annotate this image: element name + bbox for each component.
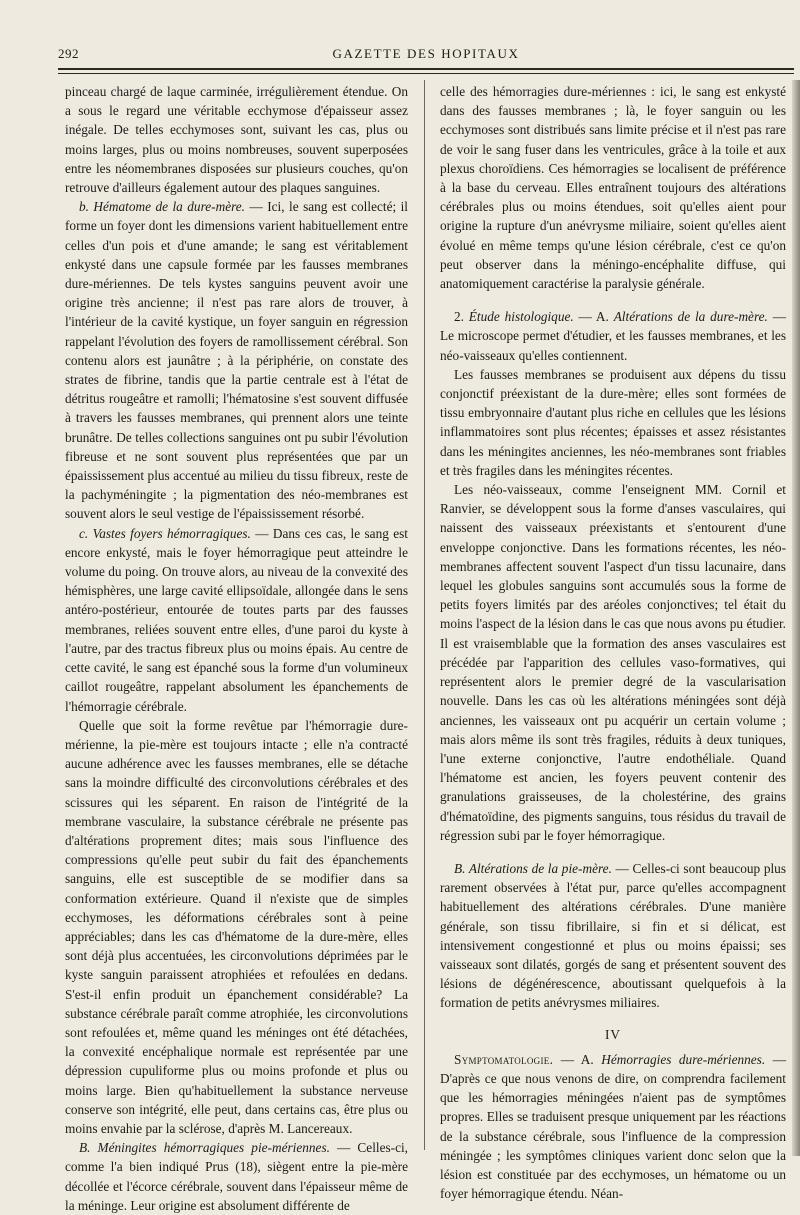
paragraph-text: — Celles-ci, comme l'a bien indiqué Prus (18), siègent entre la pie-mère décollée et l'écorce cérébrale, souvent dans l'épaisseur même de la méninge. Leur origine est absolument différente de	[65, 1140, 409, 1213]
subsection-label: B. Altérations de la pie-mère.	[454, 860, 612, 876]
subsection-label: c. Vastes foyers hémorragiques.	[79, 525, 251, 541]
paragraph: celle des hémorragies dure-mériennes : ici, le sang est enkysté dans des fausses membranes ; là, le foyer sanguin ou les ecchymoses sont distribués sans limite précise et il n'est pas rare de voir le sang fuser dans les ventricules, grâce à la toile et aux plexus choroïdiens. Ces hémorragies se localisent de préférence à la base du cerveau. Elles entraînent toujours des altérations cérébrales plus ou moins étendues, soit qu'elles aient pour origine la rupture d'un anévrysme miliaire, soient qu'elles aient évolué en même temps qu'une lésion cérébrale, c'est ce qu'on peut observer dans la méningo-encéphalite diffuse, qui anatomiquement caractérise la paralysie générale.	[440, 84, 786, 292]
subsection-label: B. Méningites hémorragiques pie-mériennes.	[79, 1140, 330, 1156]
paragraph-etude-histologique	[440, 307, 786, 365]
paragraph-text: — Dans ces cas, le sang est encore enkysté, mais le foyer hémorragique peut atteindre le volume du poing. On trouve alors, au niveau de la convexité des hémisphères, une large cavité ellipsoïdale, allongée dans le sens antéro-postérieur, entourée de toutes parts par des fausses membranes, reliées souvent entre elles, d'une paroi du kyste à l'autre, par des tractus fibreux plus ou moins épais. Au centre de cette cavité, le sang est épanché sous la forme d'un volumineux caillot rougeâtre, rappelant absolument les épanchements de l'hémorragie cérébrale.	[65, 525, 408, 714]
paragraph-hematome	[65, 197, 408, 523]
paragraph-text: — D'après ce que nous venons de dire, on comprendra facilement que les hémorragies méningées n'aient pas de symptômes propres. Elles se traduisent presque uniquement par les réactions de la substance cérébrale, sous l'influence de la compression méningée ; les symptômes cliniques varient donc selon que la lésion est constituée par des ecchymoses, un hématome ou un foyer hémorragique étendu. Néan-	[440, 1051, 786, 1202]
right-column	[440, 82, 786, 1203]
paragraph: pinceau chargé de laque carminée, irrégulièrement étendue. On a sous le regard une véritable ecchymose d'épaisseur assez inégale. De telles ecchymoses sont, suivant les cas, plus ou moins larges, plus ou moins nombreuses, souvent superposées entre les néomembranes disposées sur plusieurs couches, qu'on retrouve d'ailleurs également autour des plaques sanguines.	[65, 84, 408, 196]
column-divider	[424, 80, 425, 1150]
paragraph-pie-mere	[440, 859, 786, 1013]
paragraph-vastes-foyers	[65, 524, 408, 716]
paragraph-text: — Celles-ci sont beaucoup plus rarement observées à l'état pur, parce qu'elles accompagnent habituellement des altérations cérébrales. D'une manière générale, son tissu fibrillaire, si fin et si délicat, est intensivement congestionné et plus ou moins épaissi; ses vaisseaux sont dilatés, gorgés de sang et présentent souvent des lésions de dégénérescence, aboutissant quelquefois à la formation de petits anévrysmes miliaires.	[440, 860, 786, 1011]
page-binding-edge	[792, 80, 800, 1156]
paragraph-meningites	[65, 1138, 408, 1215]
section-heading: Symptomatologie.	[454, 1051, 554, 1067]
subsection-label: Hémorragies dure-mériennes.	[601, 1051, 766, 1067]
subsection-label: b. Hématome de la dure-mère.	[79, 199, 246, 215]
paragraph-symptomatologie	[440, 1050, 786, 1204]
paragraph-text: — Le microscope permet d'étudier, et les fausses membranes, et les néo-vaisseaux qu'elles contiennent.	[440, 309, 786, 363]
paragraph: Les fausses membranes se produisent aux dépens du tissu conjonctif préexistant de la dure-mère; elles sont formées de tissu embryonnaire d'autant plus riche en cellules que les lésions inflammatoires sont plus récentes; épaisses et assez résistantes dans les méningites anciennes, les néo-membranes sont friables et très fragiles dans les méningites récentes.	[440, 366, 786, 478]
paragraph-text: — A.	[553, 1051, 602, 1067]
header-rule-thin	[58, 73, 794, 74]
paragraph-text: — A.	[573, 309, 614, 325]
left-column	[65, 82, 408, 1215]
page-header	[58, 44, 794, 66]
header-rule-thick	[58, 68, 794, 70]
paragraph: Quelle que soit la forme revêtue par l'hémorragie dure-mérienne, la pie-mère est toujours intacte ; elle n'a contracté aucune adhérence avec les fausses membranes, elle se détache sans la moindre difficulté des circonvolutions cérébrales et des scissures qui les séparent. En raison de l'intégrité de la membrane vasculaire, la substance cérébrale ne présente pas d'altérations proprement dites; mais sous l'influence des compressions qu'elle peut subir du fait des épanchements sanguins, elle est susceptible de se modifier dans sa conformation extérieure. Quand il n'existe que de simples ecchymoses, les déformations cérébrales sont à peine appréciables; dans les cas d'hématome de la dure-mère, elles sont déjà plus accentuées, les circonvolutions déprimées par le kyste sanguin paraissent atrophiées et refoulées en dedans. S'est-il enfin produit un épanchement considérable? La substance cérébrale paraît comme atrophiée, les circonvolutions sont refoulées et, même quand les méninges ont été détachées, la convexité encéphalique normale est représentée par une dépression cupuliforme plus ou moins profonde et plus ou moins large. Bien qu'habituellement la substance nerveuse conserve son intégrité, elle peut, dans certains cas, être plus ou moins envahie par la sclérose, d'après M. Lancereaux.	[65, 717, 408, 1136]
page-number: 292	[58, 46, 79, 61]
paragraph-text: — Ici, le sang est collecté; il forme un foyer dont les dimensions varient habituellement entre celles d'un pois et d'une amande; le sang est véritablement enkysté dans une capsule formée par les fausses membranes dure-mériennes. De tels kystes sanguins peuvent avoir une origine très ancienne; il n'est pas rare alors de trouver, à l'intérieur de la cavité kystique, un foyer sanguin en régression rappelant l'évolution des foyers de ramollissement cérébral. Son contenu alors est jaunâtre ; à la périphérie, on constate des strates de fibrine, tandis que la partie centrale est à l'état de détritus rougeâtre et ramolli; l'hématosine s'est souvent diffusée à travers les fausses membranes, qui prennent alors une teinte brunâtre. De telles collections sanguines ont pu subir l'évolution fibreuse et ne sont souvent plus représentées que par un épaississement plus accentué au milieu du tissu fibreux, reste de la pachyméningite ; la pigmentation des néo-membranes est souvent alors le seul vestige de l'épaississement résorbé.	[65, 199, 409, 522]
subsection-label: Altérations de la dure-mère.	[613, 309, 768, 325]
paragraph: Les néo-vaisseaux, comme l'enseignent MM. Cornil et Ranvier, se développent sous la forme d'anses vasculaires, qui naissent des vaisseaux préexistants et s'entourent d'une enveloppe conjonctive. Dans les formations récentes, les néo-membranes affectent souvent l'aspect d'un tissu lacunaire, dans lequel les globules sanguins sont accumulés sous la forme de petits foyers limités par des aréoles conjonctives; tel était du moins l'aspect de la lésion dans le cas que nous avons pu étudier. Il est vraisemblable que la formation des anses vasculaires est précédée par l'apparition des cellules vaso-formatives, qui représentent alors le premier degré de la vascularisation nouvelle. Dans les cas où les altérations méningées sont déjà anciennes, les vaisseaux ont pu acquérir un certain volume ; mais alors même ils sont très fragiles, réduits à deux tuniques, l'une externe conjonctive, l'autre endothéliale. Quand l'hématome est ancien, les foyers peuvent contenir des granulations graisseuses, de la cholestérine, des grains d'hématoïdine, des pigments sanguins, tous résidus du travail de régression subi par le foyer hémorragique.	[440, 482, 786, 843]
section-numeral: IV	[604, 1026, 622, 1042]
running-title: GAZETTE DES HOPITAUX	[332, 46, 520, 61]
section-number: 2.	[454, 309, 469, 325]
subsection-label: Étude histologique.	[468, 309, 574, 325]
